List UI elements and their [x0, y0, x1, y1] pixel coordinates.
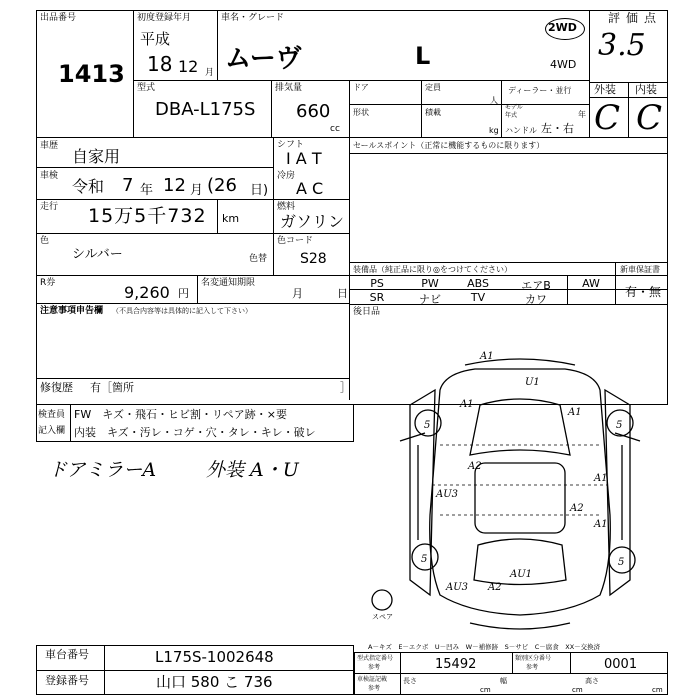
- door-label: ドア: [353, 83, 369, 92]
- reg-year: 18: [147, 52, 173, 76]
- divider: [36, 378, 349, 379]
- reg-label: 初度登録年月: [137, 13, 192, 23]
- disp-label: 排気量: [275, 83, 303, 93]
- repair-value: 有［箇所: [90, 381, 134, 394]
- color-change-label: 色替: [249, 254, 268, 264]
- divider: [349, 104, 589, 105]
- divider: [589, 10, 590, 137]
- shaken-year: 7: [122, 175, 134, 196]
- divider: [567, 275, 568, 304]
- class-no-ref: 参考: [526, 664, 539, 671]
- mark-a1-right-mid: A1: [594, 473, 608, 484]
- history-value: 自家用: [72, 147, 121, 166]
- divider: [36, 275, 349, 276]
- int-label: 内装: [635, 83, 657, 96]
- ext-label: 外装: [594, 83, 616, 96]
- divider: [70, 404, 71, 442]
- fuel-label: 燃料: [277, 202, 296, 212]
- tire-rr: 5: [618, 557, 625, 568]
- divider: [217, 199, 218, 233]
- repair-close: ］: [340, 381, 351, 394]
- shift-value: I A T: [286, 149, 322, 168]
- drive-4wd: 4WD: [550, 58, 577, 71]
- divider: [36, 233, 349, 234]
- divider: [349, 80, 350, 400]
- divider: [273, 137, 274, 275]
- shape-label: 形状: [353, 108, 369, 117]
- tire-rl: 5: [421, 554, 428, 565]
- mark-u1-front: U1: [525, 377, 540, 388]
- rating-value: 3.5: [598, 28, 646, 63]
- equip-aw: AW: [582, 277, 600, 290]
- history-label: 車歴: [40, 141, 59, 151]
- cert-label: 車検証記載: [357, 676, 388, 683]
- model-value: DBA-L175S: [155, 99, 256, 120]
- recycle-label: R券: [40, 278, 56, 288]
- warranty-value: 有・無: [625, 285, 662, 299]
- divider: [36, 199, 349, 200]
- lot-number: 1413: [58, 60, 125, 88]
- inspector-label-2: 記入欄: [38, 426, 66, 436]
- shaken-day: (26: [207, 175, 237, 196]
- divider: [36, 670, 354, 671]
- car-damage-diagram: [370, 345, 668, 635]
- handwritten-note-left: ドアミラーA: [48, 459, 157, 481]
- remarks-note: （不具合内容等は具体的に記入して下さい）: [112, 307, 252, 315]
- cert-length: 長さ: [403, 677, 417, 685]
- disp-unit: cc: [330, 124, 340, 134]
- load-label: 積載: [425, 108, 441, 117]
- divider: [349, 262, 668, 263]
- mark-au3-rear: AU3: [446, 582, 469, 593]
- shaken-month: 12: [163, 175, 186, 196]
- divider: [197, 275, 198, 303]
- equip-pw: PW: [421, 277, 439, 290]
- remarks-label: 注意事項申告欄: [40, 306, 104, 316]
- shaken-year-unit: 年: [140, 183, 154, 198]
- shaken-label: 車検: [40, 171, 59, 181]
- reg-era: 平成: [140, 30, 171, 48]
- shaken-month-unit: 月: [190, 183, 204, 198]
- class-no-value: 0001: [604, 657, 638, 672]
- notice-month: 月: [292, 287, 303, 300]
- model-year-label: モデル年式: [505, 104, 523, 119]
- color-code-label: 色コード: [277, 236, 314, 246]
- mark-a2-mid: A2: [570, 503, 584, 514]
- handle-label: ハンドル: [505, 126, 537, 135]
- cert-height: 高さ: [585, 677, 599, 685]
- equip-airbag: エアB: [521, 279, 551, 292]
- handwritten-note-right: 外装 A・U: [206, 459, 299, 481]
- color-value: シルバー: [72, 247, 123, 262]
- divider: [349, 275, 668, 276]
- type-no-label: 型式指定番号: [357, 655, 394, 662]
- ac-value: A C: [296, 179, 324, 198]
- model-label: 型式: [137, 83, 156, 93]
- car-grade: L: [415, 42, 431, 70]
- mark-a1-right-rear: A1: [594, 519, 608, 530]
- car-name: ムーヴ: [225, 44, 302, 74]
- equip-navi: ナビ: [419, 293, 441, 306]
- divider: [133, 80, 589, 81]
- mark-au1-rear: AU1: [510, 569, 533, 580]
- mark-a1-bumper: A1: [480, 351, 494, 362]
- mark-au3-left: AU3: [436, 489, 459, 500]
- person-unit: 人: [490, 96, 498, 105]
- ac-label: 冷房: [277, 171, 296, 181]
- equip-leather: カワ: [525, 293, 547, 306]
- type-no-value: 15492: [435, 657, 477, 672]
- name-label: 車名・グレード: [221, 13, 285, 23]
- inspector-row-1: FW キズ・飛石・ヒビ割・リペア跡・×要: [74, 408, 287, 421]
- cert-height-unit: cm: [652, 686, 663, 694]
- divider: [217, 10, 218, 80]
- divider: [615, 262, 616, 304]
- spare-label: スペア: [372, 613, 393, 621]
- divider: [570, 652, 571, 673]
- notice-label: 名変通知期限: [201, 278, 256, 288]
- divider: [271, 80, 272, 137]
- equip-abs: ABS: [467, 277, 489, 290]
- kg-unit: kg: [489, 126, 499, 135]
- year-unit: 年: [578, 110, 586, 119]
- warranty-label: 新車保証書: [620, 265, 660, 274]
- disp-value: 660: [296, 101, 331, 122]
- equipment-label: 装備品（純正品に限り◎をつけてください）: [353, 265, 512, 274]
- divider: [133, 10, 134, 137]
- mileage-label: 走行: [40, 202, 59, 212]
- drive-2wd: 2WD: [548, 21, 577, 34]
- plate-value: 山口 580 こ 736: [156, 673, 273, 691]
- divider: [104, 645, 105, 695]
- repair-label: 修復歴: [40, 381, 73, 394]
- equip-tv: TV: [470, 291, 486, 304]
- sales-point-label: セールスポイント（正常に機能するものに限ります）: [353, 141, 545, 150]
- type-no-ref: 参考: [368, 664, 381, 671]
- equip-ps: PS: [370, 277, 384, 290]
- mark-a2-left: A2: [468, 461, 482, 472]
- lot-label: 出品番号: [40, 13, 77, 23]
- notice-day: 日: [337, 287, 348, 300]
- mark-a1-right-front: A1: [568, 407, 582, 418]
- fuel-value: ガソリン: [280, 212, 345, 231]
- class-no-label: 類別区分番号: [515, 655, 552, 662]
- rating-label: 評価点: [608, 11, 663, 25]
- color-code-value: S28: [300, 251, 327, 267]
- mileage-unit: km: [222, 212, 240, 225]
- handle-value: 左・右: [541, 122, 574, 135]
- int-grade: C: [636, 98, 663, 138]
- shift-label: シフト: [277, 140, 305, 150]
- divider: [501, 80, 502, 137]
- divider: [400, 652, 401, 695]
- reg-month-unit: 月: [205, 68, 215, 78]
- cert-length-unit: cm: [480, 686, 491, 694]
- diagram-legend: A－キズ E－エクボ U－凹み W－補修跡 S－サビ C－腐食 XX－交換済: [368, 643, 601, 651]
- inspector-row-2: 内装 キズ・汚レ・コゲ・穴・タレ・キレ・破レ: [74, 426, 316, 439]
- cap-label: 定員: [425, 83, 441, 92]
- divider: [36, 167, 273, 168]
- dealer-label: ディーラー・並行: [508, 86, 572, 95]
- recycle-value: 9,260: [124, 283, 170, 302]
- plate-label: 登録番号: [45, 674, 89, 687]
- divider: [349, 304, 668, 305]
- tire-fr: 5: [616, 420, 623, 431]
- equip-sr: SR: [369, 291, 385, 304]
- divider: [421, 80, 422, 137]
- divider: [628, 82, 629, 137]
- later-label: 後日品: [353, 307, 381, 317]
- cert-width-unit: cm: [572, 686, 583, 694]
- inspector-label-1: 検査員: [38, 410, 66, 420]
- tire-fl: 5: [424, 420, 431, 431]
- shaken-era: 令和: [72, 177, 105, 196]
- mark-a2-rear: A2: [488, 582, 502, 593]
- cert-ref: 参考: [368, 685, 381, 692]
- color-label: 色: [40, 236, 50, 246]
- recycle-unit: 円: [178, 287, 189, 300]
- divider: [349, 153, 668, 154]
- chassis-value: L175S-1002648: [155, 648, 274, 666]
- divider: [36, 303, 349, 304]
- divider: [512, 652, 513, 673]
- mark-a1-left-front: A1: [460, 399, 474, 410]
- ext-grade: C: [594, 98, 621, 138]
- chassis-label: 車台番号: [45, 648, 89, 661]
- reg-month: 12: [178, 57, 199, 76]
- shaken-day-unit: 日): [250, 183, 269, 198]
- mileage-value: 15万5千732: [88, 205, 207, 227]
- cert-width: 幅: [500, 677, 507, 685]
- divider: [36, 137, 668, 138]
